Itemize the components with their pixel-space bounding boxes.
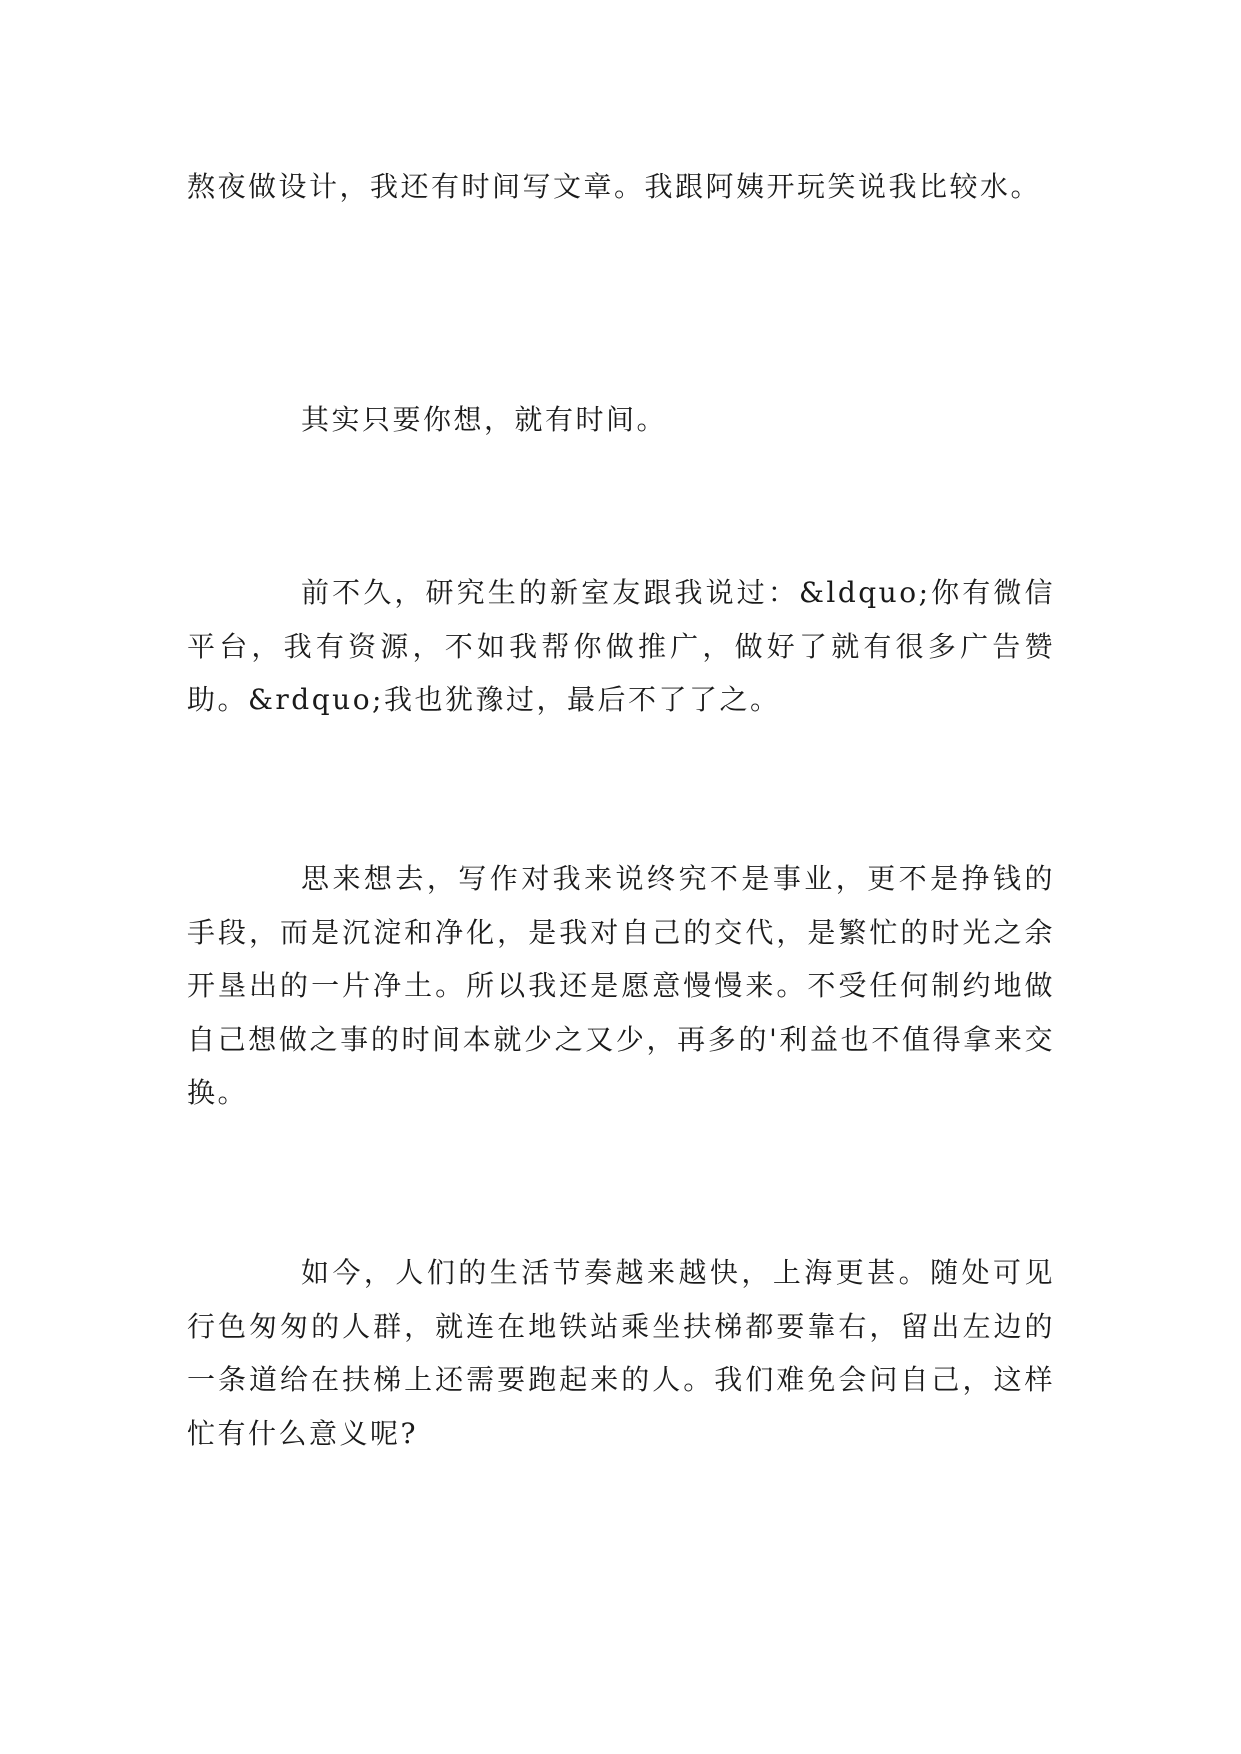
- paragraph: 前不久，研究生的新室友跟我说过：&ldquo;你有微信平台，我有资源，不如我帮你做推广，做好了就有很多广告赞助。&rdquo;我也犹豫过，最后不了了之。: [187, 576, 1055, 716]
- paragraph-continued: 熬夜做设计，我还有时间写文章。我跟阿姨开玩笑说我比较水。: [187, 170, 1042, 203]
- paragraph: 其实只要你想，就有时间。: [301, 403, 668, 436]
- paragraph: 如今，人们的生活节奏越来越快，上海更甚。随处可见行色匆匆的人群，就连在地铁站乘坐扶梯都要靠右，留出左边的一条道给在扶梯上还需要跑起来的人。我们难免会问自己，这样忙有什么意义呢?: [187, 1256, 1055, 1450]
- paragraph: 思来想去，写作对我来说终究不是事业，更不是挣钱的手段，而是沉淀和净化，是我对自己的交代，是繁忙的时光之余开垦出的一片净土。所以我还是愿意慢慢来。不受任何制约地做自己想做之事的时间本就少之又少，再多的'利益也不值得拿来交换。: [187, 862, 1055, 1109]
